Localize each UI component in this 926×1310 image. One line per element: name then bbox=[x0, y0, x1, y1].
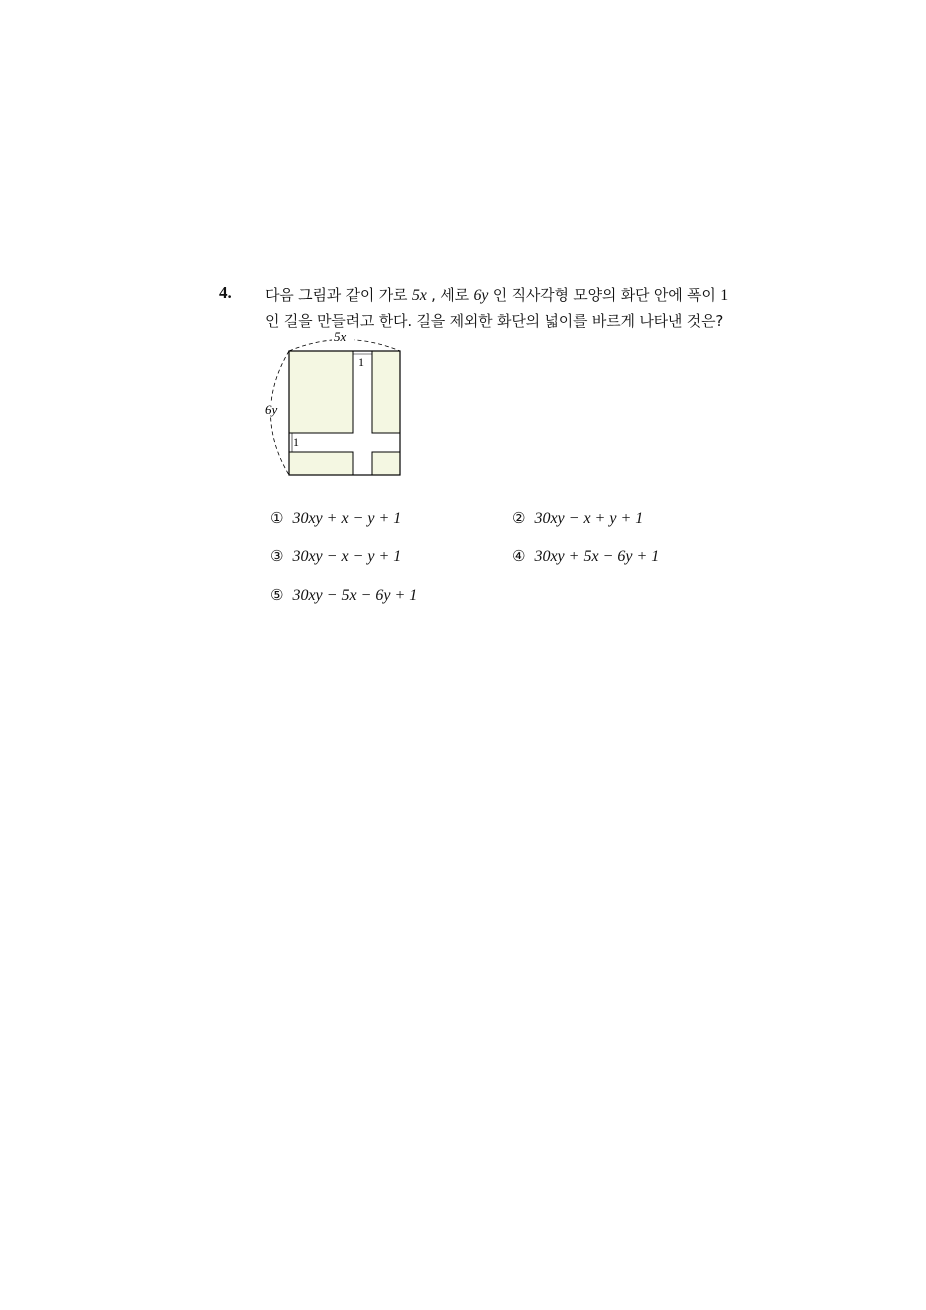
width-label: 5x bbox=[334, 329, 347, 344]
choice-2[interactable] bbox=[512, 509, 643, 528]
height-expression: 6y bbox=[473, 287, 489, 304]
choice-5[interactable] bbox=[270, 586, 417, 605]
question-text-line-1 bbox=[265, 285, 728, 306]
choice-1-expression: 30xy + x − y + 1 bbox=[292, 510, 402, 527]
path-width-value: 1 bbox=[720, 287, 729, 304]
choice-4-marker: ④ bbox=[512, 547, 526, 565]
garden-plot-top-left bbox=[289, 351, 353, 433]
garden-figure bbox=[262, 328, 412, 480]
choice-1-marker: ① bbox=[270, 509, 284, 527]
question-text-part: 인 직사각형 모양의 화단 안에 폭이 bbox=[488, 286, 721, 304]
garden-plot-top-right bbox=[372, 351, 400, 433]
choice-5-expression: 30xy − 5x − 6y + 1 bbox=[292, 587, 418, 604]
choice-2-marker: ② bbox=[512, 509, 526, 527]
garden-plot-bottom-right bbox=[372, 452, 400, 475]
horizontal-path-width-label: 1 bbox=[293, 435, 299, 449]
choice-1[interactable] bbox=[270, 509, 401, 528]
choice-3-marker: ③ bbox=[270, 547, 284, 565]
question-text-part: , 세로 bbox=[426, 286, 474, 304]
garden-plot-bottom-left bbox=[289, 452, 353, 475]
question-text-part: 다음 그림과 같이 가로 bbox=[265, 286, 412, 304]
question-text-line-2: 인 길을 만들려고 한다. 길을 제외한 화단의 넓이를 바르게 나타낸 것은? bbox=[265, 312, 724, 330]
width-expression: 5x bbox=[411, 287, 427, 304]
question-number: 4. bbox=[219, 283, 232, 302]
choice-2-expression: 30xy − x + y + 1 bbox=[534, 510, 644, 527]
choice-4-expression: 30xy + 5x − 6y + 1 bbox=[534, 548, 660, 565]
choice-4[interactable] bbox=[512, 547, 659, 566]
height-label: 6y bbox=[265, 402, 278, 417]
choice-3[interactable] bbox=[270, 547, 401, 566]
choice-3-expression: 30xy − x − y + 1 bbox=[292, 548, 402, 565]
vertical-path-width-label: 1 bbox=[358, 355, 364, 369]
choice-5-marker: ⑤ bbox=[270, 586, 284, 604]
